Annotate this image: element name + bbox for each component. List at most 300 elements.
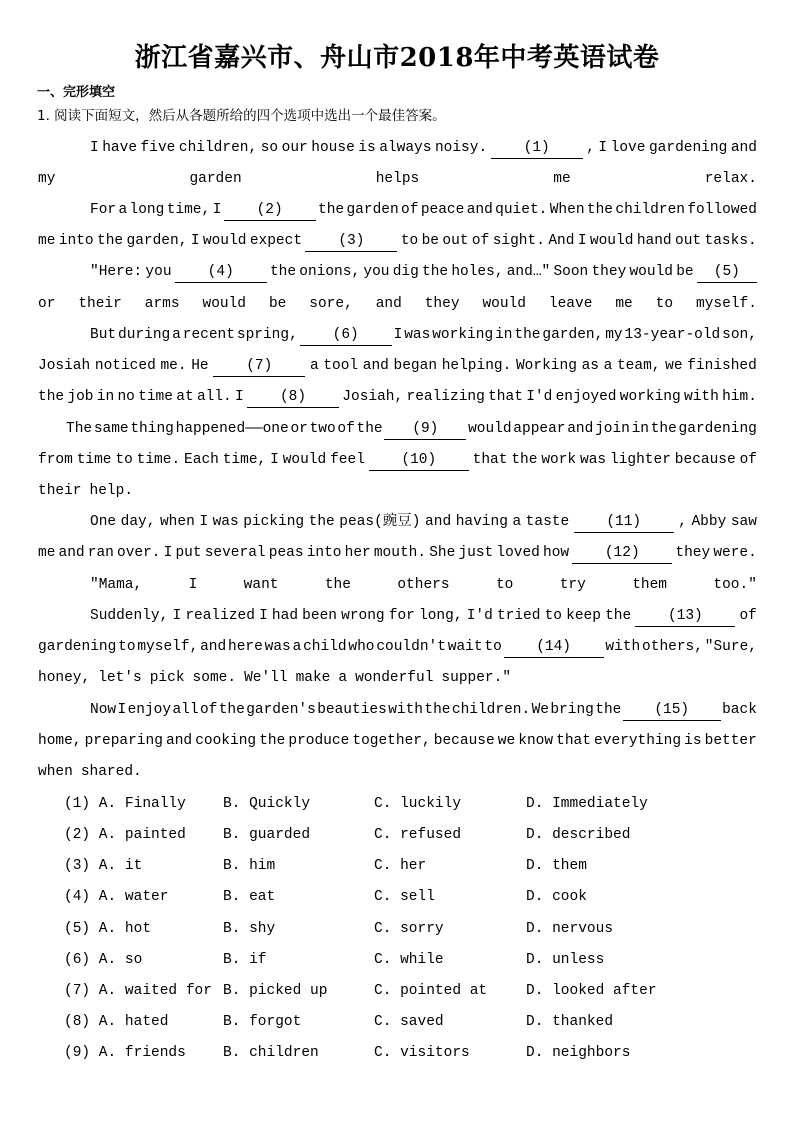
passage-word: their bbox=[78, 296, 122, 312]
passage-word: when bbox=[38, 764, 73, 780]
passage-word: garden bbox=[189, 171, 242, 187]
option-a: (6) A. so bbox=[64, 952, 143, 968]
passage-word: of bbox=[471, 233, 490, 249]
passage-word: I'd bbox=[526, 389, 553, 405]
passage-word: feel bbox=[330, 452, 365, 468]
passage-word: be bbox=[421, 233, 440, 249]
passage-word: followed bbox=[687, 202, 757, 218]
option-b: B. children bbox=[223, 1045, 319, 1061]
passage-word: I bbox=[188, 577, 198, 593]
passage-word: who bbox=[348, 639, 375, 655]
passage-word: same bbox=[93, 421, 129, 437]
passage-word: my bbox=[605, 327, 623, 343]
option-c: C. while bbox=[374, 952, 444, 968]
passage-line bbox=[38, 229, 757, 253]
answer-blank: (7) bbox=[213, 356, 305, 377]
passage-line bbox=[38, 354, 757, 378]
option-c: C. sorry bbox=[374, 921, 444, 937]
passage-word: I bbox=[163, 545, 173, 561]
passage-word: to bbox=[118, 639, 136, 655]
passage-word: that bbox=[556, 733, 591, 749]
passage-word: because bbox=[433, 733, 495, 749]
passage-word: a bbox=[603, 358, 613, 374]
passage-word: as bbox=[581, 358, 599, 374]
passage-word: here bbox=[228, 639, 263, 655]
passage-word: that bbox=[472, 452, 508, 468]
passage-word: time, bbox=[166, 202, 211, 218]
passage-word: with bbox=[388, 702, 424, 718]
option-a: (3) A. it bbox=[64, 858, 143, 874]
answer-blank: (15) bbox=[623, 700, 721, 721]
passage-word: myself, bbox=[137, 639, 199, 655]
passage-word: garden's bbox=[246, 702, 316, 718]
passage-word: I bbox=[117, 702, 127, 718]
passage-word: Josiah bbox=[38, 358, 91, 374]
passage-word: working bbox=[619, 389, 681, 405]
passage-word: my bbox=[38, 171, 56, 187]
option-c: C. luckily bbox=[374, 796, 462, 812]
answer-blank: (8) bbox=[247, 387, 339, 408]
passage-word: want bbox=[243, 577, 279, 593]
passage-word: bring bbox=[550, 702, 594, 718]
passage-word: in bbox=[96, 389, 115, 405]
passage-word: how bbox=[543, 545, 570, 561]
passage-word: of bbox=[401, 202, 419, 218]
passage-word: She bbox=[429, 545, 456, 561]
passage-word: picking bbox=[243, 514, 305, 530]
passage-word: supper." bbox=[441, 670, 512, 686]
passage-word: for bbox=[388, 608, 415, 624]
passage-line bbox=[38, 167, 757, 191]
passage-word: "Mama, bbox=[90, 577, 143, 593]
answer-blank: (6) bbox=[300, 325, 392, 346]
passage-word: because bbox=[674, 452, 736, 468]
passage-line bbox=[38, 448, 757, 472]
passage-word: , bbox=[678, 514, 687, 530]
passage-word: the bbox=[595, 702, 622, 718]
passage-word: spring, bbox=[236, 327, 298, 343]
passage-word: and bbox=[166, 733, 193, 749]
passage-word: of bbox=[337, 421, 355, 437]
passage-word: I bbox=[270, 452, 279, 468]
passage-word: peas(豌豆) bbox=[339, 514, 421, 530]
option-c: C. pointed at bbox=[374, 983, 488, 999]
passage-word: I bbox=[190, 233, 200, 249]
passage-line bbox=[90, 198, 757, 222]
passage-word: I bbox=[199, 514, 209, 530]
passage-word: gardening bbox=[648, 140, 728, 156]
passage-word: would bbox=[482, 296, 526, 312]
passage-word: we bbox=[665, 358, 683, 374]
passage-word: the bbox=[97, 233, 124, 249]
passage-word: shared. bbox=[80, 764, 142, 780]
passage-word: keep bbox=[566, 608, 601, 624]
passage-word: no bbox=[117, 389, 135, 405]
passage-word: would bbox=[202, 296, 247, 312]
passage-line bbox=[90, 698, 757, 722]
passage-word: garden, bbox=[126, 233, 188, 249]
option-a: (1) A. Finally bbox=[64, 796, 186, 812]
passage-word: enjoy bbox=[127, 702, 172, 718]
passage-word: a bbox=[512, 514, 522, 530]
option-b: B. eat bbox=[223, 889, 276, 905]
option-b: B. shy bbox=[223, 921, 276, 937]
passage-word: I bbox=[235, 389, 244, 405]
passage-word: during bbox=[118, 327, 171, 343]
section-heading: 一、完形填空 bbox=[37, 85, 116, 100]
passage-word: to bbox=[115, 452, 133, 468]
passage-word: time. bbox=[136, 452, 181, 468]
passage-word: wonderful bbox=[355, 670, 434, 686]
answer-blank: (12) bbox=[572, 543, 672, 564]
passage-word: beauties bbox=[317, 702, 387, 718]
passage-word: the bbox=[514, 327, 541, 343]
passage-word: the bbox=[422, 264, 449, 280]
passage-word: and bbox=[730, 140, 757, 156]
passage-word: arms bbox=[144, 296, 180, 312]
passage-word: into bbox=[58, 233, 94, 249]
passage-word: was bbox=[212, 514, 239, 530]
passage-word: taste bbox=[525, 514, 570, 530]
passage-word: of bbox=[739, 608, 757, 624]
option-c: C. saved bbox=[374, 1014, 444, 1030]
passage-line bbox=[66, 417, 757, 441]
passage-word: the bbox=[38, 389, 65, 405]
passage-word: preparing bbox=[84, 733, 163, 749]
passage-word: would bbox=[629, 264, 673, 280]
passage-word: quiet. bbox=[495, 202, 548, 218]
passage-word: in bbox=[495, 327, 513, 343]
passage-word: time bbox=[138, 389, 173, 405]
passage-word: together, bbox=[352, 733, 431, 749]
passage-word: me bbox=[38, 545, 56, 561]
passage-word: time bbox=[76, 452, 112, 468]
passage-word: the bbox=[269, 264, 297, 280]
passage-word: several bbox=[204, 545, 266, 561]
passage-word: was bbox=[404, 327, 431, 343]
passage-word: we bbox=[497, 733, 516, 749]
passage-word: help. bbox=[89, 483, 134, 499]
passage-line bbox=[38, 635, 757, 659]
passage-word: was bbox=[264, 639, 291, 655]
passage-word: produce bbox=[288, 733, 350, 749]
passage-word: was bbox=[580, 452, 607, 468]
passage-word: helping. bbox=[441, 358, 512, 374]
passage-word: the bbox=[424, 702, 451, 718]
passage-line bbox=[90, 573, 757, 597]
passage-word: finished bbox=[687, 358, 757, 374]
passage-word: a bbox=[118, 202, 128, 218]
passage-word: "Here: bbox=[90, 264, 143, 280]
passage-word: leave bbox=[548, 296, 593, 312]
passage-word: had bbox=[271, 608, 299, 624]
exam-title: 浙江省嘉兴市、舟山市2018年中考英语试卷 bbox=[134, 43, 660, 73]
passage-line bbox=[90, 136, 757, 160]
passage-line bbox=[90, 604, 757, 628]
passage-word: is bbox=[358, 140, 376, 156]
passage-word: gardening bbox=[38, 639, 117, 655]
passage-word: having bbox=[455, 514, 508, 530]
passage-word: I bbox=[90, 140, 99, 156]
passage-word: cooking bbox=[195, 733, 257, 749]
passage-word: long, bbox=[419, 608, 463, 624]
passage-word: our bbox=[281, 140, 308, 156]
passage-word: I bbox=[259, 608, 268, 624]
passage-word: team, bbox=[616, 358, 661, 374]
option-a: (8) A. hated bbox=[64, 1014, 169, 1030]
passage-word: to bbox=[544, 608, 562, 624]
passage-word: when bbox=[159, 514, 195, 530]
passage-word: sore, bbox=[309, 296, 353, 312]
passage-word: , bbox=[586, 140, 595, 156]
passage-word: the bbox=[511, 452, 538, 468]
answer-blank: (5) bbox=[697, 262, 757, 283]
passage-word: "Sure, bbox=[704, 639, 757, 655]
passage-word: I bbox=[172, 608, 182, 624]
passage-word: saw bbox=[730, 514, 757, 530]
passage-word: One bbox=[90, 514, 117, 530]
passage-word: let's bbox=[98, 670, 142, 686]
option-b: B. guarded bbox=[223, 827, 311, 843]
passage-word: with bbox=[605, 639, 641, 655]
option-d: D. unless bbox=[526, 952, 605, 968]
passage-word: realizing bbox=[406, 389, 485, 405]
passage-word: they bbox=[424, 296, 460, 312]
passage-word: ran bbox=[87, 545, 114, 561]
passage-word: Soon bbox=[553, 264, 589, 280]
passage-word: garden bbox=[346, 202, 399, 218]
passage-word: been bbox=[302, 608, 337, 624]
passage-word: house bbox=[311, 140, 355, 156]
passage-word: and bbox=[58, 545, 85, 561]
option-b: B. Quickly bbox=[223, 796, 311, 812]
passage-word: children. bbox=[451, 702, 531, 718]
passage-word: Working bbox=[515, 358, 577, 374]
option-b: B. picked up bbox=[223, 983, 328, 999]
answer-blank: (4) bbox=[175, 262, 267, 283]
passage-word: try bbox=[559, 577, 586, 593]
option-d: D. them bbox=[526, 858, 587, 874]
option-d: D. neighbors bbox=[526, 1045, 631, 1061]
answer-blank: (3) bbox=[305, 231, 397, 252]
passage-word: out bbox=[442, 233, 469, 249]
passage-word: Abby bbox=[691, 514, 727, 530]
passage-word: be bbox=[268, 296, 287, 312]
passage-word: and bbox=[425, 514, 452, 530]
passage-word: or bbox=[38, 296, 56, 312]
passage-word: peas bbox=[268, 545, 304, 561]
passage-word: just bbox=[458, 545, 494, 561]
passage-word: day, bbox=[120, 514, 156, 530]
passage-line bbox=[38, 541, 757, 565]
passage-word: son, bbox=[722, 327, 757, 343]
answer-blank: (13) bbox=[635, 606, 735, 627]
passage-word: noticed bbox=[94, 358, 156, 374]
passage-word: The bbox=[66, 421, 93, 437]
passage-word: and bbox=[466, 202, 493, 218]
passage-word: I bbox=[212, 202, 222, 218]
passage-word: back bbox=[722, 702, 757, 718]
passage-word: children bbox=[615, 202, 685, 218]
passage-word: join bbox=[595, 421, 630, 437]
passage-word: out bbox=[675, 233, 702, 249]
passage-word: the bbox=[356, 421, 383, 437]
passage-word: the bbox=[586, 202, 614, 218]
passage-word: I'd bbox=[466, 608, 493, 624]
passage-word: noisy. bbox=[434, 140, 488, 156]
passage-word: him. bbox=[722, 389, 757, 405]
passage-word: their bbox=[38, 483, 82, 499]
passage-word: five bbox=[140, 140, 176, 156]
passage-word: love bbox=[610, 140, 646, 156]
passage-word: all bbox=[172, 702, 199, 718]
passage-word: of bbox=[739, 452, 757, 468]
option-c: C. visitors bbox=[374, 1045, 470, 1061]
passage-word: me bbox=[38, 233, 56, 249]
passage-word: in bbox=[631, 421, 649, 437]
passage-word: appear bbox=[513, 421, 566, 437]
passage-word: from bbox=[38, 452, 73, 468]
passage-word: honey, bbox=[38, 670, 91, 686]
passage-word: wrong bbox=[341, 608, 385, 624]
passage-word: me bbox=[553, 171, 571, 187]
passage-line bbox=[38, 760, 757, 784]
passage-word: over. bbox=[117, 545, 161, 561]
option-c: C. sell bbox=[374, 889, 435, 905]
passage-word: peace bbox=[420, 202, 465, 218]
passage-word: garden, bbox=[542, 327, 604, 343]
passage-word: is bbox=[684, 733, 702, 749]
option-a: (5) A. hot bbox=[64, 921, 152, 937]
option-b: B. forgot bbox=[223, 1014, 302, 1030]
passage-word: the bbox=[259, 733, 286, 749]
option-d: D. described bbox=[526, 827, 631, 843]
passage-word: you bbox=[145, 264, 172, 280]
passage-word: happened——one bbox=[175, 421, 289, 437]
answer-blank: (11) bbox=[574, 512, 674, 533]
passage-word: working bbox=[432, 327, 494, 343]
passage-word: the bbox=[605, 608, 632, 624]
passage-word: He bbox=[191, 358, 209, 374]
option-c: C. refused bbox=[374, 827, 462, 843]
option-a: (9) A. friends bbox=[64, 1045, 186, 1061]
passage-word: When bbox=[549, 202, 585, 218]
option-d: D. nervous bbox=[526, 921, 614, 937]
passage-word: be bbox=[676, 264, 694, 280]
answer-blank: (10) bbox=[369, 450, 469, 471]
option-d: D. thanked bbox=[526, 1014, 614, 1030]
passage-word: with bbox=[684, 389, 719, 405]
passage-line bbox=[38, 666, 757, 690]
passage-word: 13-year-old bbox=[624, 327, 721, 343]
passage-word: that bbox=[488, 389, 523, 405]
passage-word: lighter bbox=[610, 452, 671, 468]
passage-word: some. bbox=[192, 670, 237, 686]
passage-word: sight. bbox=[492, 233, 545, 249]
passage-word: Now bbox=[90, 702, 117, 718]
option-d: D. Immediately bbox=[526, 796, 648, 812]
option-b: B. if bbox=[223, 952, 267, 968]
answer-blank: (1) bbox=[491, 138, 583, 159]
passage-word: to bbox=[495, 577, 514, 593]
passage-word: thing bbox=[130, 421, 174, 437]
passage-word: a bbox=[338, 670, 348, 686]
passage-word: mouth. bbox=[373, 545, 427, 561]
passage-line bbox=[90, 510, 757, 534]
passage-word: to bbox=[655, 296, 674, 312]
passage-word: long bbox=[129, 202, 165, 218]
passage-word: or bbox=[290, 421, 308, 437]
passage-word: have bbox=[102, 140, 138, 156]
passage-word: a bbox=[292, 639, 302, 655]
passage-word: they bbox=[675, 545, 711, 561]
passage-word: were. bbox=[713, 545, 757, 561]
passage-word: would bbox=[468, 421, 512, 437]
passage-word: relax. bbox=[704, 171, 757, 187]
passage-word: myself. bbox=[696, 296, 757, 312]
passage-word: We bbox=[531, 702, 549, 718]
passage-word: at bbox=[176, 389, 194, 405]
option-c: C. her bbox=[374, 858, 427, 874]
passage-word: make bbox=[295, 670, 331, 686]
passage-word: Josiah, bbox=[342, 389, 404, 405]
passage-word: me. bbox=[160, 358, 187, 374]
passage-word: the bbox=[308, 514, 335, 530]
passage-word: I bbox=[577, 233, 587, 249]
passage-word: For bbox=[90, 202, 117, 218]
passage-word: put bbox=[175, 545, 202, 561]
passage-word: I bbox=[393, 327, 403, 343]
passage-word: me bbox=[615, 296, 633, 312]
passage-word: all. bbox=[196, 389, 232, 405]
passage-word: the bbox=[218, 702, 245, 718]
passage-line bbox=[38, 385, 757, 409]
answer-blank: (14) bbox=[504, 637, 604, 658]
passage-line bbox=[38, 292, 757, 316]
passage-word: others, bbox=[642, 639, 703, 655]
passage-word: pick bbox=[149, 670, 185, 686]
passage-word: into bbox=[306, 545, 342, 561]
passage-word: the bbox=[650, 421, 677, 437]
passage-word: hand bbox=[636, 233, 672, 249]
passage-word: and…" bbox=[506, 264, 551, 280]
answer-blank: (9) bbox=[384, 419, 466, 440]
passage-word: would bbox=[282, 452, 327, 468]
passage-word: of bbox=[199, 702, 218, 718]
passage-word: the bbox=[318, 202, 345, 218]
passage-word: began bbox=[393, 358, 438, 374]
passage-word: job bbox=[67, 389, 94, 405]
option-a: (2) A. painted bbox=[64, 827, 186, 843]
passage-word: dig bbox=[392, 264, 419, 280]
passage-word: onions, bbox=[299, 264, 361, 280]
passage-word: helps bbox=[375, 171, 420, 187]
passage-word: better bbox=[704, 733, 757, 749]
option-d: D. cook bbox=[526, 889, 587, 905]
passage-word: Suddenly, bbox=[90, 608, 169, 624]
passage-word: home, bbox=[38, 733, 82, 749]
passage-word: you bbox=[363, 264, 390, 280]
passage-word: and bbox=[362, 358, 389, 374]
option-a: (4) A. water bbox=[64, 889, 169, 905]
passage-word: time, bbox=[222, 452, 267, 468]
passage-word: tried bbox=[496, 608, 541, 624]
passage-word: know bbox=[518, 733, 554, 749]
question-instruction: 1. 阅读下面短文，然后从各题所给的四个选项中选出一个最佳答案。 bbox=[37, 108, 446, 124]
passage-word: to bbox=[484, 639, 502, 655]
option-b: B. him bbox=[223, 858, 276, 874]
passage-line bbox=[38, 479, 757, 503]
